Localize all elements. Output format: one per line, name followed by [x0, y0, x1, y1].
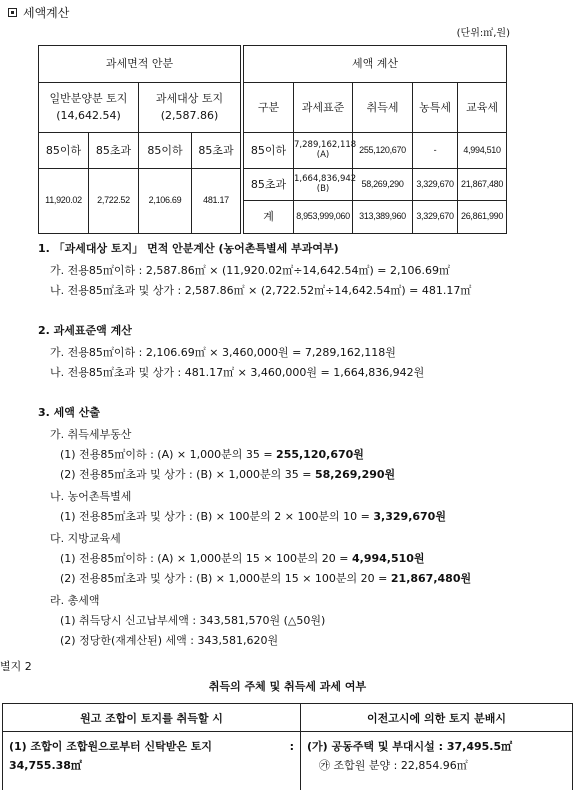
row-edu-over85: 21,867,480: [458, 169, 507, 201]
square-bullet-icon: [8, 8, 17, 17]
section-3-item-a1: (1) 전용85㎡이하 : (A) × 1,000분의 35 = 255,120,670원: [60, 448, 364, 461]
distribution-table: [2, 703, 573, 790]
taxable-over85: 85초과: [192, 133, 241, 169]
row-label-below85: 85이하: [244, 133, 294, 169]
taxable-below85: 85이하: [139, 133, 192, 169]
dist-cell-acquisition: (1) 조합이 조합원으로부터 신탁받은 토지 : 34,755.38㎡: [3, 732, 301, 790]
col-gubun: 구분: [244, 83, 294, 133]
section-3-item-d1: (1) 취득당시 신고납부세액 : 343,581,570원 (△50원): [60, 614, 326, 627]
section-3-item-c1: (1) 전용85㎡이하 : (A) × 1,000분의 15 × 100분의 20 = 4,994,510원: [60, 552, 425, 565]
section-header: [8, 4, 69, 21]
section-3-item-c: 다. 지방교육세: [50, 532, 121, 545]
section-1-heading: 1. 「과세대상 토지」 면적 안분계산 (농어촌특별세 부과여부): [38, 242, 339, 255]
section-3-heading: 3. 세액 산출: [38, 406, 100, 419]
col-acquisition-tax: 취득세: [353, 83, 413, 133]
row-rural-total: 3,329,670: [413, 201, 458, 234]
value-general-below85: 11,920.02: [39, 169, 89, 234]
row-base-below85: 7,289,162,118 (A): [294, 133, 353, 169]
col-rural-tax: 농특세: [413, 83, 458, 133]
value-general-over85: 2,722.52: [89, 169, 139, 234]
col-education-tax: 교육세: [458, 83, 507, 133]
section-3-item-d2: (2) 정당한(재계산된) 세액 : 343,581,620원: [60, 634, 279, 647]
section-3-item-d: 라. 총세액: [50, 594, 100, 607]
row-acq-below85: 255,120,670: [353, 133, 413, 169]
section-3-item-a2: (2) 전용85㎡초과 및 상가 : (B) × 1,000분의 35 = 58,269,290원: [60, 468, 396, 481]
general-over85: 85초과: [89, 133, 139, 169]
attachment-title: 취득의 주체 및 취득세 과세 여부: [208, 680, 367, 693]
row-rural-over85: 3,329,670: [413, 169, 458, 201]
taxable-land-header: 과세대상 토지 (2,587.86): [139, 83, 241, 133]
section-3-item-a: 가. 취득세부동산: [50, 428, 132, 441]
row-label-over85: 85초과: [244, 169, 294, 201]
section-title: 세액계산: [23, 6, 70, 20]
row-base-total: 8,953,999,060: [294, 201, 353, 234]
group-area-allocation: 과세면적 안분: [39, 46, 241, 83]
row-acq-over85: 58,269,290: [353, 169, 413, 201]
group-tax-calc: 세액 계산: [244, 46, 507, 83]
general-land-header: 일반분양분 토지 (14,642.54): [39, 83, 139, 133]
section-3-item-b1: (1) 전용85㎡초과 및 상가 : (B) × 100분의 2 × 100분의 10 = 3,329,670원: [60, 510, 446, 523]
row-base-over85: 1,664,836,942 (B): [294, 169, 353, 201]
section-1-item-a: 가. 전용85㎡이하 : 2,587.86㎡ × (11,920.02㎡÷14,642.54㎡) = 2,106.69㎡: [50, 264, 450, 277]
row-rural-below85: -: [413, 133, 458, 169]
row-edu-below85: 4,994,510: [458, 133, 507, 169]
dist-cell-distribution: (가) 공동주택 및 부대시설 : 37,495.5㎡ ㉮ 조합원 분양 : 22,854.96㎡: [301, 732, 573, 790]
row-acq-total: 313,389,960: [353, 201, 413, 234]
section-3-item-b: 나. 농어촌특별세: [50, 490, 132, 503]
row-edu-total: 26,861,990: [458, 201, 507, 234]
value-taxable-below85: 2,106.69: [139, 169, 192, 234]
unit-label: (단위:㎡,원): [456, 28, 510, 39]
section-2-item-b: 나. 전용85㎡초과 및 상가 : 481.17㎡ × 3,460,000원 = 1,664,836,942원: [50, 366, 425, 379]
section-1-item-b: 나. 전용85㎡초과 및 상가 : 2,587.86㎡ × (2,722.52㎡÷14,642.54㎡) = 481.17㎡: [50, 284, 472, 297]
section-2-heading: 2. 과세표준액 계산: [38, 324, 132, 337]
dist-col-acquisition: 원고 조합이 토지를 취득할 시: [3, 704, 301, 732]
tax-table: [38, 45, 507, 234]
row-label-total: 계: [244, 201, 294, 234]
dist-col-distribution: 이전고시에 의한 토지 분배시: [301, 704, 573, 732]
attachment-label: 별지 2: [0, 660, 32, 673]
general-below85: 85이하: [39, 133, 89, 169]
section-3-item-c2: (2) 전용85㎡초과 및 상가 : (B) × 1,000분의 15 × 100분의 20 = 21,867,480원: [60, 572, 472, 585]
col-tax-base: 과세표준: [294, 83, 353, 133]
section-2-item-a: 가. 전용85㎡이하 : 2,106.69㎡ × 3,460,000원 = 7,289,162,118원: [50, 346, 396, 359]
value-taxable-over85: 481.17: [192, 169, 241, 234]
